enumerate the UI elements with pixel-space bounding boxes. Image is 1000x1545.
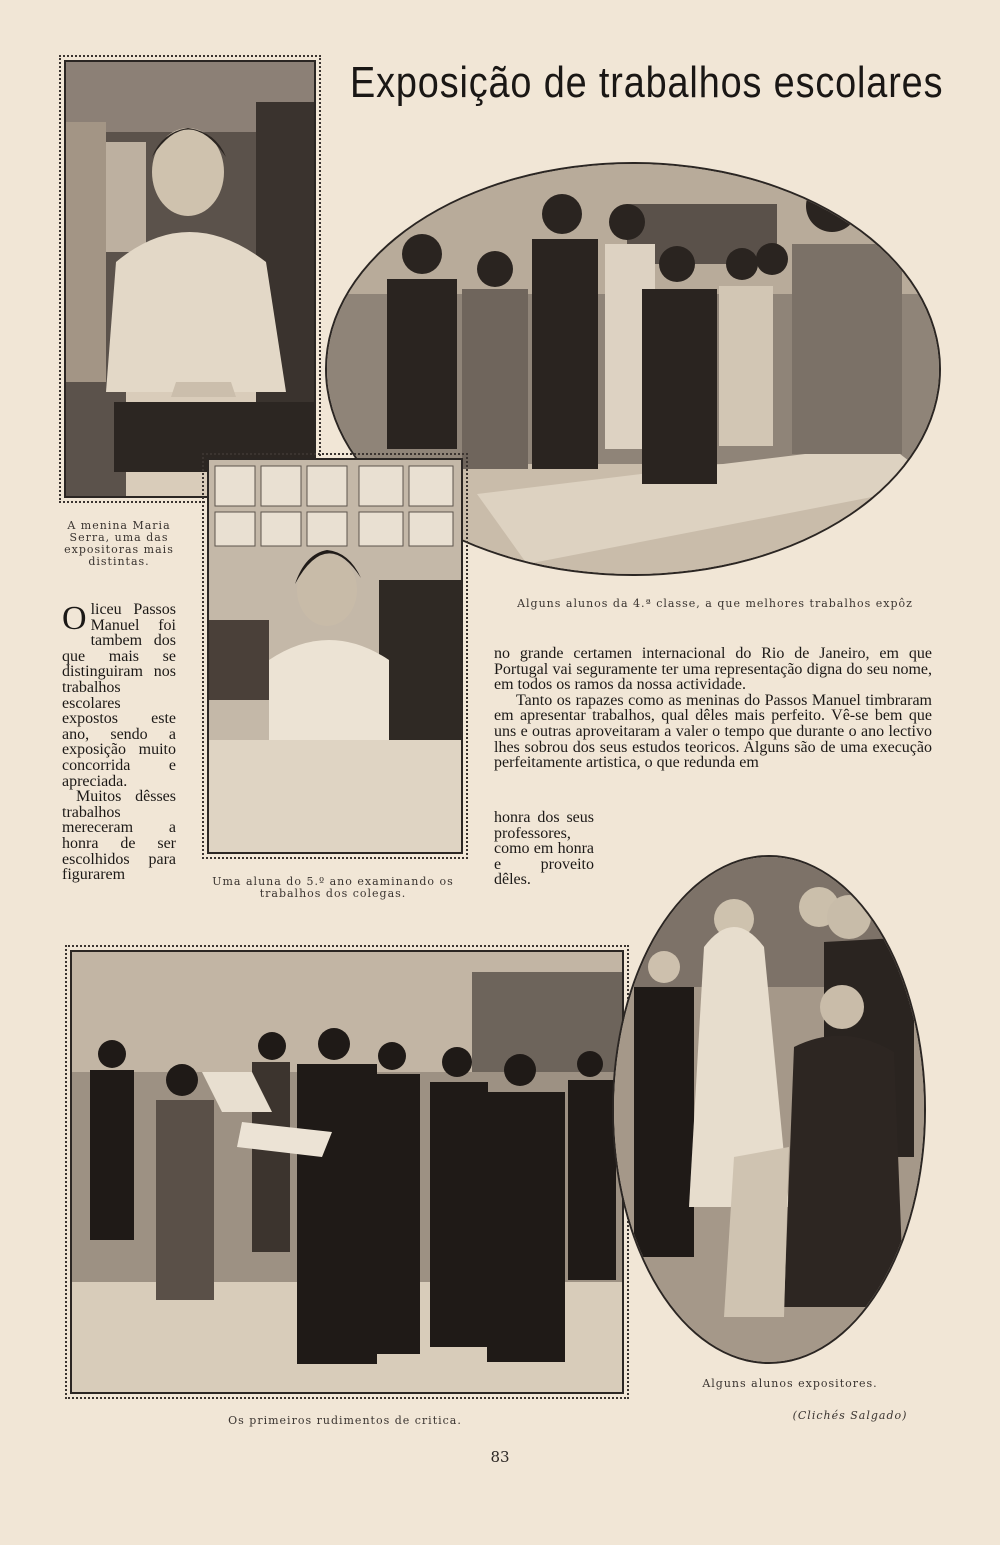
photo-maria-serra xyxy=(64,60,316,498)
drop-cap: O xyxy=(62,600,87,637)
caption-maria-serra: A menina Maria Serra, uma das expositoras mais distintas. xyxy=(64,519,174,568)
caption-rudimentos: Os primeiros rudimentos de critica. xyxy=(228,1414,462,1427)
photo-alunos-expositores xyxy=(612,855,926,1364)
photo-aluna-5-ano xyxy=(207,458,463,854)
caption-aluna-5-ano: Uma aluna do 5.º ano examinando os trabalhos dos colegas. xyxy=(212,875,454,900)
caption-expositores: Alguns alunos expositores. xyxy=(702,1377,878,1390)
article-col2 xyxy=(494,646,932,771)
page-title: Exposição de trabalhos escolares xyxy=(350,58,944,107)
article-col2-p3: honra dos seus professores, como em honra e proveito dêles. xyxy=(494,809,594,889)
photo-rudimentos-critica xyxy=(70,950,624,1394)
article-col1 xyxy=(62,602,176,883)
article-col2-p2: Tanto os rapazes como as meninas do Passos Manuel timbraram em apresentar trabalhos, qual dêles mais perfeito. Vê-se bem que uns e outras aproveitaram a valer o tempo que durante o ano lectivo lhes sobrou dos seus estudos teoricos. Alguns são de uma execução perfeitamente artistica, o que redunda em xyxy=(494,691,932,772)
article-col2-narrow xyxy=(494,810,594,888)
article-col1-p2: Muitos dêsses trabalhos mereceram a honra de ser escolhidos para figurarem xyxy=(62,788,176,884)
caption-alunos-4-classe: Alguns alunos da 4.ª classe, a que melhores trabalhos expôz xyxy=(517,597,913,610)
article-col1-p1: liceu Passos Manuel foi tambem dos que mais se distinguiram nos trabalhos escolares expostos este ano, sendo a exposição muito concorrida e apreciada. xyxy=(62,601,176,790)
article-col2-p1: no grande certamen internacional do Rio de Janeiro, em que Portugal vai seguramente ter uma representação digna do seu nome, em todos os ramos da nossa actividade. xyxy=(494,645,932,694)
page-number: 83 xyxy=(490,1448,510,1466)
photo-credit: (Clichés Salgado) xyxy=(792,1409,908,1422)
